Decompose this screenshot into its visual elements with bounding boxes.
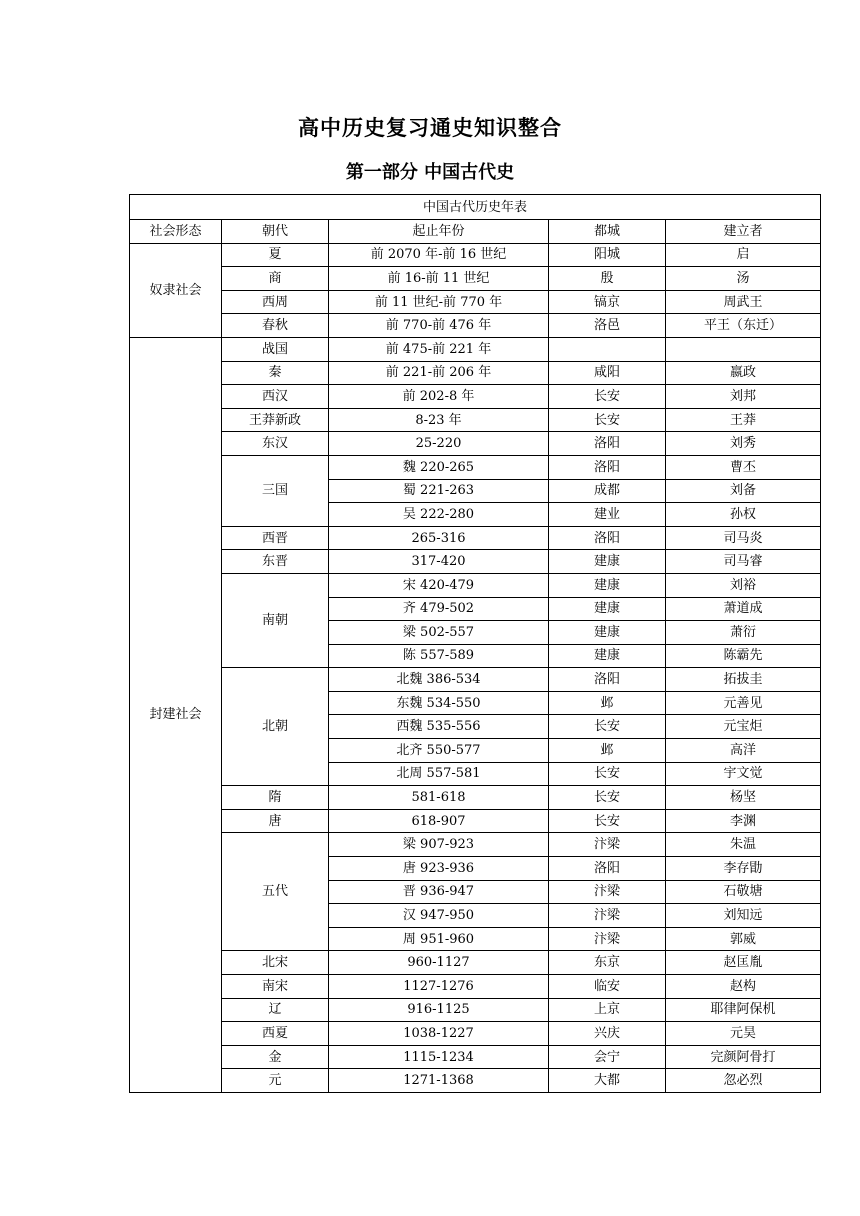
dynasty-cell: 战国 bbox=[222, 337, 329, 361]
capital-cell: 汴梁 bbox=[549, 880, 666, 904]
capital-cell: 洛阳 bbox=[549, 432, 666, 456]
capital-cell: 汴梁 bbox=[549, 904, 666, 928]
dynasty-cell: 西夏 bbox=[222, 1022, 329, 1046]
founder-cell: 元善见 bbox=[666, 691, 821, 715]
founder-cell: 朱温 bbox=[666, 833, 821, 857]
dynasty-cell: 三国 bbox=[222, 455, 329, 526]
table-row bbox=[130, 385, 821, 409]
table-row bbox=[130, 314, 821, 338]
years-cell: 1038-1227 bbox=[329, 1022, 549, 1046]
capital-cell: 洛阳 bbox=[549, 455, 666, 479]
years-cell: 前 770-前 476 年 bbox=[329, 314, 549, 338]
capital-cell: 长安 bbox=[549, 809, 666, 833]
years-cell: 齐 479-502 bbox=[329, 597, 549, 621]
table-row bbox=[130, 668, 821, 692]
capital-cell bbox=[549, 337, 666, 361]
founder-cell: 刘知远 bbox=[666, 904, 821, 928]
founder-cell: 刘邦 bbox=[666, 385, 821, 409]
founder-cell: 司马炎 bbox=[666, 526, 821, 550]
capital-cell: 洛阳 bbox=[549, 857, 666, 881]
capital-cell: 邺 bbox=[549, 691, 666, 715]
capital-cell: 汴梁 bbox=[549, 833, 666, 857]
years-cell: 梁 907-923 bbox=[329, 833, 549, 857]
table-row bbox=[130, 432, 821, 456]
table-header-row bbox=[130, 220, 821, 244]
founder-cell: 平王（东迁） bbox=[666, 314, 821, 338]
years-cell: 前 475-前 221 年 bbox=[329, 337, 549, 361]
years-cell: 东魏 534-550 bbox=[329, 691, 549, 715]
founder-cell: 司马睿 bbox=[666, 550, 821, 574]
capital-cell: 临安 bbox=[549, 975, 666, 999]
capital-cell: 洛阳 bbox=[549, 526, 666, 550]
founder-cell: 刘备 bbox=[666, 479, 821, 503]
table-row bbox=[130, 833, 821, 857]
table-row bbox=[130, 337, 821, 361]
years-cell: 1127-1276 bbox=[329, 975, 549, 999]
founder-cell: 李存勖 bbox=[666, 857, 821, 881]
founder-cell: 嬴政 bbox=[666, 361, 821, 385]
founder-cell: 元昊 bbox=[666, 1022, 821, 1046]
section-subtitle: 第一部分 中国古代史 bbox=[345, 162, 515, 183]
dynasty-cell: 王莽新政 bbox=[222, 408, 329, 432]
capital-cell: 建康 bbox=[549, 644, 666, 668]
founder-cell: 曹丕 bbox=[666, 455, 821, 479]
founder-cell: 赵匡胤 bbox=[666, 951, 821, 975]
table-row bbox=[130, 408, 821, 432]
founder-cell: 汤 bbox=[666, 267, 821, 291]
dynasty-cell: 南朝 bbox=[222, 573, 329, 667]
dynasty-cell: 西周 bbox=[222, 290, 329, 314]
capital-cell: 洛邑 bbox=[549, 314, 666, 338]
years-cell: 梁 502-557 bbox=[329, 621, 549, 645]
founder-cell: 宇文觉 bbox=[666, 762, 821, 786]
founder-cell: 完颜阿骨打 bbox=[666, 1045, 821, 1069]
table-caption: 中国古代历史年表 bbox=[130, 195, 821, 220]
table-row bbox=[130, 267, 821, 291]
dynasty-cell: 西汉 bbox=[222, 385, 329, 409]
table-row bbox=[130, 809, 821, 833]
table-row bbox=[130, 1022, 821, 1046]
table-row bbox=[130, 951, 821, 975]
founder-cell: 拓拔圭 bbox=[666, 668, 821, 692]
years-cell: 北魏 386-534 bbox=[329, 668, 549, 692]
founder-cell: 启 bbox=[666, 243, 821, 267]
years-cell: 汉 947-950 bbox=[329, 904, 549, 928]
years-cell: 前 11 世纪-前 770 年 bbox=[329, 290, 549, 314]
table-row bbox=[130, 573, 821, 597]
founder-cell: 周武王 bbox=[666, 290, 821, 314]
capital-cell: 东京 bbox=[549, 951, 666, 975]
capital-cell: 镐京 bbox=[549, 290, 666, 314]
header-founder: 建立者 bbox=[666, 220, 821, 244]
dynasty-cell: 唐 bbox=[222, 809, 329, 833]
years-cell: 蜀 221-263 bbox=[329, 479, 549, 503]
years-cell: 北齐 550-577 bbox=[329, 739, 549, 763]
founder-cell: 孙权 bbox=[666, 503, 821, 527]
dynasty-cell: 东晋 bbox=[222, 550, 329, 574]
years-cell: 前 202-8 年 bbox=[329, 385, 549, 409]
founder-cell: 李渊 bbox=[666, 809, 821, 833]
capital-cell: 长安 bbox=[549, 786, 666, 810]
capital-cell: 阳城 bbox=[549, 243, 666, 267]
society-cell: 奴隶社会 bbox=[130, 243, 222, 337]
society-cell: 封建社会 bbox=[130, 337, 222, 1092]
founder-cell: 王莽 bbox=[666, 408, 821, 432]
years-cell: 西魏 535-556 bbox=[329, 715, 549, 739]
capital-cell: 汴梁 bbox=[549, 927, 666, 951]
dynasty-cell: 西晋 bbox=[222, 526, 329, 550]
capital-cell: 长安 bbox=[549, 408, 666, 432]
header-years: 起止年份 bbox=[329, 220, 549, 244]
dynasty-cell: 秦 bbox=[222, 361, 329, 385]
founder-cell: 萧衍 bbox=[666, 621, 821, 645]
table-row bbox=[130, 455, 821, 479]
dynasty-cell: 五代 bbox=[222, 833, 329, 951]
capital-cell: 会宁 bbox=[549, 1045, 666, 1069]
capital-cell: 上京 bbox=[549, 998, 666, 1022]
dynasty-cell: 春秋 bbox=[222, 314, 329, 338]
years-cell: 618-907 bbox=[329, 809, 549, 833]
dynasty-cell: 隋 bbox=[222, 786, 329, 810]
dynasty-cell: 元 bbox=[222, 1069, 329, 1093]
founder-cell: 耶律阿保机 bbox=[666, 998, 821, 1022]
capital-cell: 成都 bbox=[549, 479, 666, 503]
header-capital: 都城 bbox=[549, 220, 666, 244]
capital-cell: 建康 bbox=[549, 573, 666, 597]
table-row bbox=[130, 998, 821, 1022]
founder-cell: 陈霸先 bbox=[666, 644, 821, 668]
dynasty-cell: 夏 bbox=[222, 243, 329, 267]
founder-cell: 郭威 bbox=[666, 927, 821, 951]
dynasty-cell: 北宋 bbox=[222, 951, 329, 975]
years-cell: 265-316 bbox=[329, 526, 549, 550]
years-cell: 魏 220-265 bbox=[329, 455, 549, 479]
years-cell: 8-23 年 bbox=[329, 408, 549, 432]
table-row bbox=[130, 1069, 821, 1093]
capital-cell: 洛阳 bbox=[549, 668, 666, 692]
years-cell: 宋 420-479 bbox=[329, 573, 549, 597]
years-cell: 960-1127 bbox=[329, 951, 549, 975]
capital-cell: 长安 bbox=[549, 762, 666, 786]
years-cell: 吴 222-280 bbox=[329, 503, 549, 527]
capital-cell: 兴庆 bbox=[549, 1022, 666, 1046]
table-row bbox=[130, 550, 821, 574]
years-cell: 陈 557-589 bbox=[329, 644, 549, 668]
capital-cell: 邺 bbox=[549, 739, 666, 763]
chronology-table bbox=[129, 194, 821, 1093]
years-cell: 916-1125 bbox=[329, 998, 549, 1022]
years-cell: 前 221-前 206 年 bbox=[329, 361, 549, 385]
years-cell: 1115-1234 bbox=[329, 1045, 549, 1069]
years-cell: 581-618 bbox=[329, 786, 549, 810]
table-row bbox=[130, 1045, 821, 1069]
header-dynasty: 朝代 bbox=[222, 220, 329, 244]
capital-cell: 建康 bbox=[549, 597, 666, 621]
dynasty-cell: 北朝 bbox=[222, 668, 329, 786]
years-cell: 1271-1368 bbox=[329, 1069, 549, 1093]
years-cell: 前 2070 年-前 16 世纪 bbox=[329, 243, 549, 267]
table-row bbox=[130, 243, 821, 267]
founder-cell: 刘裕 bbox=[666, 573, 821, 597]
capital-cell: 建康 bbox=[549, 621, 666, 645]
capital-cell: 建康 bbox=[549, 550, 666, 574]
years-cell: 前 16-前 11 世纪 bbox=[329, 267, 549, 291]
founder-cell: 萧道成 bbox=[666, 597, 821, 621]
table-row bbox=[130, 526, 821, 550]
dynasty-cell: 金 bbox=[222, 1045, 329, 1069]
table-row bbox=[130, 361, 821, 385]
capital-cell: 大都 bbox=[549, 1069, 666, 1093]
founder-cell: 赵构 bbox=[666, 975, 821, 999]
capital-cell: 咸阳 bbox=[549, 361, 666, 385]
founder-cell: 高洋 bbox=[666, 739, 821, 763]
document-title: 高中历史复习通史知识整合 bbox=[298, 115, 562, 140]
dynasty-cell: 商 bbox=[222, 267, 329, 291]
years-cell: 周 951-960 bbox=[329, 927, 549, 951]
table-body bbox=[130, 243, 821, 1092]
capital-cell: 建业 bbox=[549, 503, 666, 527]
table-row bbox=[130, 975, 821, 999]
years-cell: 唐 923-936 bbox=[329, 857, 549, 881]
capital-cell: 长安 bbox=[549, 385, 666, 409]
years-cell: 25-220 bbox=[329, 432, 549, 456]
dynasty-cell: 南宋 bbox=[222, 975, 329, 999]
capital-cell: 殷 bbox=[549, 267, 666, 291]
founder-cell: 杨坚 bbox=[666, 786, 821, 810]
years-cell: 317-420 bbox=[329, 550, 549, 574]
years-cell: 晋 936-947 bbox=[329, 880, 549, 904]
founder-cell bbox=[666, 337, 821, 361]
header-society: 社会形态 bbox=[130, 220, 222, 244]
dynasty-cell: 辽 bbox=[222, 998, 329, 1022]
capital-cell: 长安 bbox=[549, 715, 666, 739]
table-row bbox=[130, 786, 821, 810]
founder-cell: 刘秀 bbox=[666, 432, 821, 456]
founder-cell: 元宝炬 bbox=[666, 715, 821, 739]
years-cell: 北周 557-581 bbox=[329, 762, 549, 786]
table-row bbox=[130, 290, 821, 314]
dynasty-cell: 东汉 bbox=[222, 432, 329, 456]
founder-cell: 忽必烈 bbox=[666, 1069, 821, 1093]
founder-cell: 石敬塘 bbox=[666, 880, 821, 904]
